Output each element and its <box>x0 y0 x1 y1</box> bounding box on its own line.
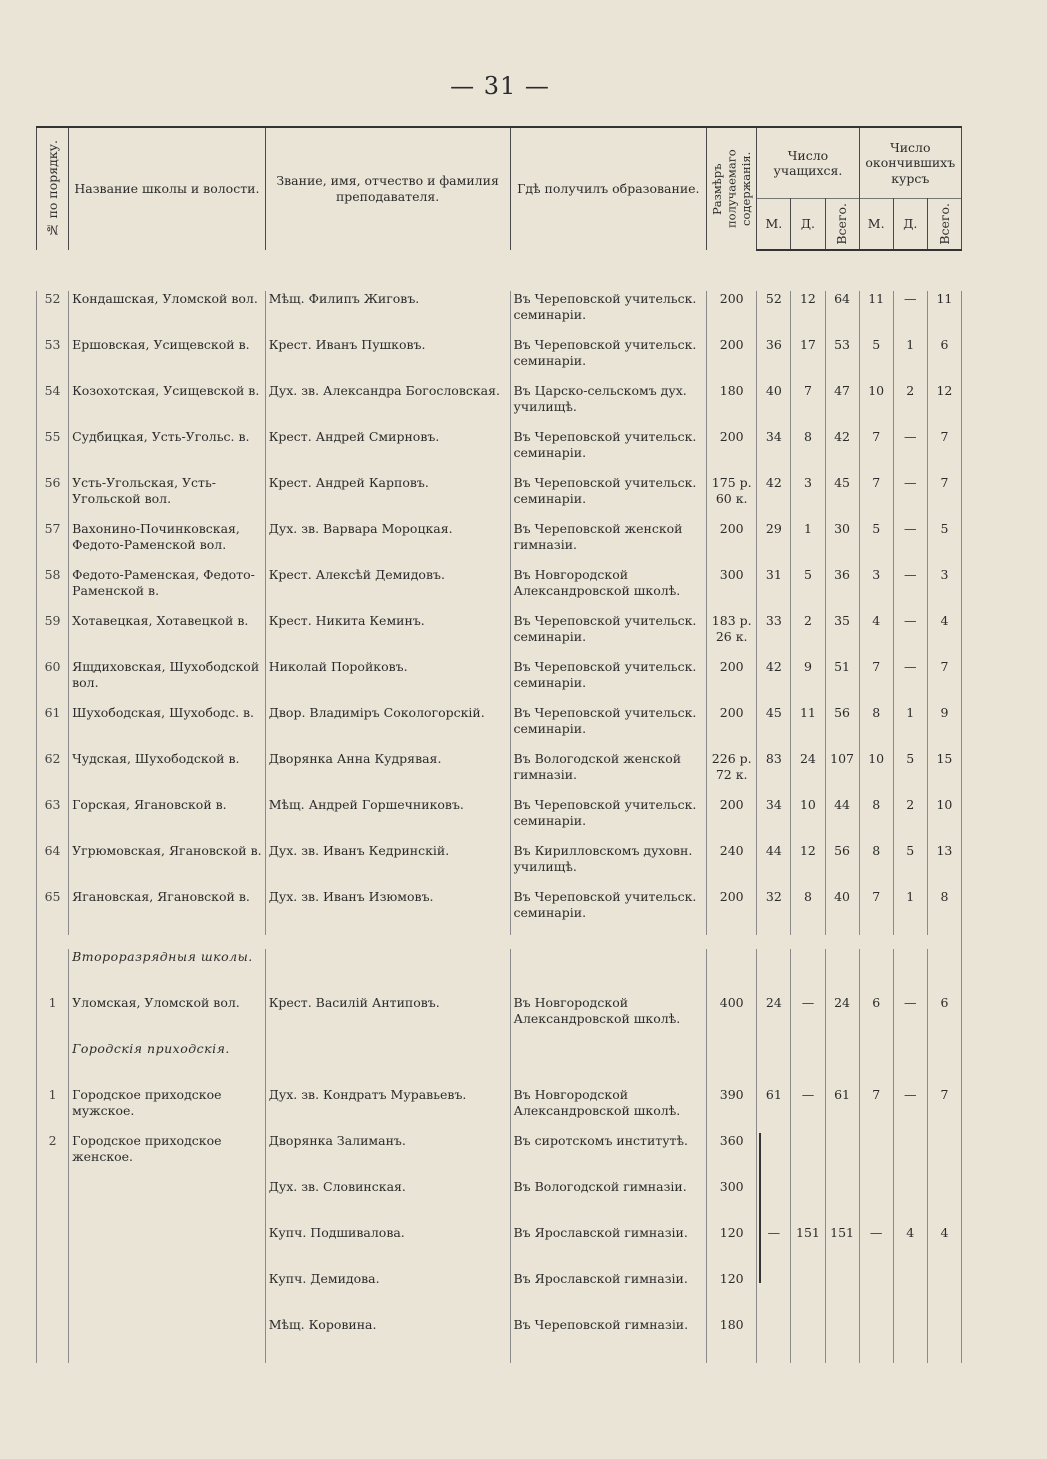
teacher-name: Дух. зв. Словинская. <box>265 1179 510 1225</box>
grad-total <box>927 1179 961 1225</box>
education: Въ Ярославской гимназіи. <box>510 1225 707 1271</box>
grad-d: 2 <box>893 383 927 429</box>
header-pupils-d: Д. <box>791 199 825 250</box>
grad-total: 7 <box>927 659 961 705</box>
pupils-total: 53 <box>825 337 859 383</box>
teacher-name: Дух. зв. Варвара Мороцкая. <box>265 521 510 567</box>
pupils-total: 30 <box>825 521 859 567</box>
education: Въ Новгородской Александровской школѣ. <box>510 995 707 1041</box>
pupils-total: 44 <box>825 797 859 843</box>
pupils-m: 42 <box>757 659 791 705</box>
row-number: 58 <box>37 567 69 613</box>
grad-m: 5 <box>859 521 893 567</box>
teacher-name: Крест. Андрей Смирновъ. <box>265 429 510 475</box>
pupils-d: — <box>791 1087 825 1133</box>
pupils-d: 12 <box>791 291 825 337</box>
school-name: Хотавецкая, Хотавецкой в. <box>69 613 266 659</box>
row-number: 64 <box>37 843 69 889</box>
row-number <box>37 1179 69 1225</box>
grad-total: 13 <box>927 843 961 889</box>
pupils-m: 34 <box>757 429 791 475</box>
pupils-m: 45 <box>757 705 791 751</box>
row-number <box>37 1271 69 1317</box>
teacher-name: Дух. зв. Иванъ Изюмовъ. <box>265 889 510 935</box>
header-grad-total: Всего. <box>927 199 961 250</box>
salary: 200 <box>707 797 757 843</box>
pupils-d: 3 <box>791 475 825 521</box>
grad-d: — <box>893 291 927 337</box>
salary: 390 <box>707 1087 757 1133</box>
pupils-m: 61 <box>757 1087 791 1133</box>
education: Въ сиротскомъ институтѣ. <box>510 1133 707 1179</box>
header-teacher: Звание, имя, отчество и фамилия преподавателя. <box>265 127 510 250</box>
school-name: Горская, Ягановской в. <box>69 797 266 843</box>
school-name: Усть-Угольская, Усть-Угольской вол. <box>69 475 266 521</box>
pupils-d: 24 <box>791 751 825 797</box>
pupils-m: — <box>757 1225 791 1271</box>
table-row <box>37 659 962 705</box>
grad-d: — <box>893 567 927 613</box>
row-number: 53 <box>37 337 69 383</box>
section-second-class <box>37 949 962 995</box>
education: Въ Новгородской Александровской школѣ. <box>510 1087 707 1133</box>
teacher-name: Крест. Василій Антиповъ. <box>265 995 510 1041</box>
header-salary: Размѣръ получаемаго содержанія. <box>707 127 757 250</box>
pupils-m: 42 <box>757 475 791 521</box>
education: Въ Череповской учительск. семинаріи. <box>510 797 707 843</box>
row-number: 54 <box>37 383 69 429</box>
education: Въ Череповской учительск. семинаріи. <box>510 613 707 659</box>
teacher-name: Николай Поройковъ. <box>265 659 510 705</box>
school-name: Вахонино-Починковская, Федото-Раменской вол. <box>69 521 266 567</box>
pupils-total: 64 <box>825 291 859 337</box>
row-number: 65 <box>37 889 69 935</box>
school-name <box>69 1179 266 1225</box>
grad-m: — <box>859 1225 893 1271</box>
school-name: Кондашская, Уломской вол. <box>69 291 266 337</box>
school-name <box>69 1317 266 1363</box>
education: Въ Череповской учительск. семинаріи. <box>510 475 707 521</box>
teacher-name: Дворянка Анна Кудрявая. <box>265 751 510 797</box>
row-number <box>37 1317 69 1363</box>
grad-total: 6 <box>927 995 961 1041</box>
table-row <box>37 521 962 567</box>
school-name: Ершовская, Усищевской в. <box>69 337 266 383</box>
pupils-d <box>791 1133 825 1179</box>
grad-total: 12 <box>927 383 961 429</box>
education: Въ Вологодской гимназіи. <box>510 1179 707 1225</box>
education: Въ Кирилловскомъ духовн. училищѣ. <box>510 843 707 889</box>
school-name <box>69 1271 266 1317</box>
pupils-d: 2 <box>791 613 825 659</box>
row-number: 60 <box>37 659 69 705</box>
grad-m: 7 <box>859 1087 893 1133</box>
pupils-total: 56 <box>825 843 859 889</box>
pupils-total: 45 <box>825 475 859 521</box>
grad-total: 8 <box>927 889 961 935</box>
table-row <box>37 1087 962 1133</box>
education: Въ Череповской учительск. семинаріи. <box>510 429 707 475</box>
grad-d: — <box>893 1087 927 1133</box>
section-title: Городскія приходскія. <box>69 1041 266 1087</box>
teacher-name: Купч. Подшивалова. <box>265 1225 510 1271</box>
pupils-total: 35 <box>825 613 859 659</box>
pupils-d: 1 <box>791 521 825 567</box>
grad-m: 7 <box>859 429 893 475</box>
pupils-m <box>757 1271 791 1317</box>
pupils-d <box>791 1179 825 1225</box>
grad-d: 5 <box>893 751 927 797</box>
education: Въ Череповской учительск. семинаріи. <box>510 705 707 751</box>
grad-m: 6 <box>859 995 893 1041</box>
pupils-total: 61 <box>825 1087 859 1133</box>
pupils-total <box>825 1317 859 1363</box>
grad-m <box>859 1317 893 1363</box>
grad-d: 4 <box>893 1225 927 1271</box>
grad-m: 8 <box>859 843 893 889</box>
row-number: 59 <box>37 613 69 659</box>
table-row <box>37 1271 962 1317</box>
pupils-d: 9 <box>791 659 825 705</box>
salary: 120 <box>707 1225 757 1271</box>
education: Въ Череповской гимназіи. <box>510 1317 707 1363</box>
table-row <box>37 613 962 659</box>
grad-total: 7 <box>927 1087 961 1133</box>
grad-total <box>927 1317 961 1363</box>
row-number: 61 <box>37 705 69 751</box>
school-name: Чудская, Шухободской в. <box>69 751 266 797</box>
header-pupils: Число учащихся. <box>757 127 859 199</box>
teacher-name: Крест. Иванъ Пушковъ. <box>265 337 510 383</box>
salary: 226 р. 72 к. <box>707 751 757 797</box>
salary: 400 <box>707 995 757 1041</box>
grad-total: 9 <box>927 705 961 751</box>
education: Въ Череповской учительск. семинаріи. <box>510 291 707 337</box>
salary: 200 <box>707 889 757 935</box>
section-title: Второразрядныя школы. <box>69 949 266 995</box>
teacher-name: Двор. Владиміръ Сокологорскій. <box>265 705 510 751</box>
row-number: 1 <box>37 995 69 1041</box>
pupils-total: 47 <box>825 383 859 429</box>
education: Въ Новгородской Александровской школѣ. <box>510 567 707 613</box>
education: Въ Череповской учительск. семинаріи. <box>510 659 707 705</box>
pupils-m: 29 <box>757 521 791 567</box>
school-name: Шухободская, Шухободс. в. <box>69 705 266 751</box>
salary: 200 <box>707 659 757 705</box>
pupils-d: 10 <box>791 797 825 843</box>
pupils-total <box>825 1179 859 1225</box>
salary: 180 <box>707 1317 757 1363</box>
grad-m <box>859 1271 893 1317</box>
salary: 300 <box>707 567 757 613</box>
table-row <box>37 995 962 1041</box>
grad-m <box>859 1133 893 1179</box>
salary: 183 р. 26 к. <box>707 613 757 659</box>
salary: 200 <box>707 521 757 567</box>
grad-d: 1 <box>893 705 927 751</box>
table-row <box>37 889 962 935</box>
table-row <box>37 705 962 751</box>
salary: 200 <box>707 291 757 337</box>
pupils-d: 8 <box>791 429 825 475</box>
pupils-total: 36 <box>825 567 859 613</box>
grad-total: 6 <box>927 337 961 383</box>
pupils-d: 7 <box>791 383 825 429</box>
grad-m: 11 <box>859 291 893 337</box>
grad-d: — <box>893 429 927 475</box>
grad-d <box>893 1317 927 1363</box>
grad-m: 7 <box>859 475 893 521</box>
salary: 360 <box>707 1133 757 1179</box>
page-number: — 31 — <box>450 72 550 100</box>
pupils-d <box>791 1317 825 1363</box>
school-name: Угрюмовская, Ягановской в. <box>69 843 266 889</box>
grad-d: 1 <box>893 337 927 383</box>
grad-d: 2 <box>893 797 927 843</box>
brace <box>759 1133 761 1283</box>
grad-total: 7 <box>927 429 961 475</box>
grad-d <box>893 1271 927 1317</box>
pupils-m: 83 <box>757 751 791 797</box>
header-school: Название школы и волости. <box>69 127 266 250</box>
teacher-name: Дух. зв. Иванъ Кедринскій. <box>265 843 510 889</box>
grad-m: 7 <box>859 659 893 705</box>
grad-m: 10 <box>859 751 893 797</box>
grad-total <box>927 1271 961 1317</box>
teacher-name: Дворянка Залиманъ. <box>265 1133 510 1179</box>
pupils-d: 5 <box>791 567 825 613</box>
pupils-d: 12 <box>791 843 825 889</box>
grad-total: 5 <box>927 521 961 567</box>
pupils-total: 107 <box>825 751 859 797</box>
grad-total: 4 <box>927 1225 961 1271</box>
row-number: 2 <box>37 1133 69 1179</box>
salary: 200 <box>707 429 757 475</box>
row-number: 56 <box>37 475 69 521</box>
pupils-d: 17 <box>791 337 825 383</box>
grad-d <box>893 1133 927 1179</box>
school-name <box>69 1225 266 1271</box>
table-row <box>37 843 962 889</box>
pupils-total: 24 <box>825 995 859 1041</box>
grad-d: — <box>893 613 927 659</box>
grad-m: 4 <box>859 613 893 659</box>
pupils-d: 11 <box>791 705 825 751</box>
grad-m: 3 <box>859 567 893 613</box>
header-education: Гдѣ получилъ образование. <box>510 127 707 250</box>
pupils-m <box>757 1179 791 1225</box>
table-row <box>37 475 962 521</box>
pupils-total <box>825 1133 859 1179</box>
salary: 175 р. 60 к. <box>707 475 757 521</box>
grad-total: 7 <box>927 475 961 521</box>
education: Въ Вологодской женской гимназіи. <box>510 751 707 797</box>
teacher-name: Купч. Демидова. <box>265 1271 510 1317</box>
row-number: 52 <box>37 291 69 337</box>
table-row <box>37 1317 962 1363</box>
table-row <box>37 429 962 475</box>
grad-m: 5 <box>859 337 893 383</box>
pupils-d: 151 <box>791 1225 825 1271</box>
row-number <box>37 1225 69 1271</box>
table-row <box>37 1133 962 1179</box>
grad-d: 5 <box>893 843 927 889</box>
table-row <box>37 751 962 797</box>
pupils-total: 151 <box>825 1225 859 1271</box>
pupils-m: 33 <box>757 613 791 659</box>
salary: 180 <box>707 383 757 429</box>
teacher-name: Дух. зв. Кондратъ Муравьевъ. <box>265 1087 510 1133</box>
grad-d: — <box>893 521 927 567</box>
grad-total: 15 <box>927 751 961 797</box>
pupils-m: 32 <box>757 889 791 935</box>
school-ledger-table <box>36 126 962 1363</box>
grad-total: 4 <box>927 613 961 659</box>
school-name: Судбицкая, Усть-Угольс. в. <box>69 429 266 475</box>
row-number: 55 <box>37 429 69 475</box>
table-row <box>37 1179 962 1225</box>
pupils-m <box>757 1317 791 1363</box>
pupils-total: 56 <box>825 705 859 751</box>
grad-m <box>859 1179 893 1225</box>
school-name: Федото-Раменская, Федото-Раменской в. <box>69 567 266 613</box>
grad-d <box>893 1179 927 1225</box>
education: Въ Ярославской гимназіи. <box>510 1271 707 1317</box>
pupils-m: 52 <box>757 291 791 337</box>
grad-total: 11 <box>927 291 961 337</box>
teacher-name: Крест. Алексѣй Демидовъ. <box>265 567 510 613</box>
header-graduates: Число окончившихъ курсъ <box>859 127 961 199</box>
pupils-total <box>825 1271 859 1317</box>
education: Въ Череповской учительск. семинаріи. <box>510 889 707 935</box>
pupils-d: — <box>791 995 825 1041</box>
grad-m: 10 <box>859 383 893 429</box>
teacher-name: Крест. Никита Кеминъ. <box>265 613 510 659</box>
table-row <box>37 797 962 843</box>
grad-m: 7 <box>859 889 893 935</box>
header-pupils-m: М. <box>757 199 791 250</box>
table-row <box>37 291 962 337</box>
grad-m: 8 <box>859 797 893 843</box>
education: Въ Череповской учительск. семинаріи. <box>510 337 707 383</box>
pupils-total: 42 <box>825 429 859 475</box>
grad-total <box>927 1133 961 1179</box>
teacher-name: Мѣщ. Коровина. <box>265 1317 510 1363</box>
grad-m: 8 <box>859 705 893 751</box>
pupils-d <box>791 1271 825 1317</box>
pupils-m: 36 <box>757 337 791 383</box>
education: Въ Череповской женской гимназіи. <box>510 521 707 567</box>
header-no: № по порядку. <box>37 127 69 250</box>
grad-d: — <box>893 995 927 1041</box>
table-row <box>37 337 962 383</box>
salary: 300 <box>707 1179 757 1225</box>
row-number: 1 <box>37 1087 69 1133</box>
salary: 200 <box>707 705 757 751</box>
pupils-m: 40 <box>757 383 791 429</box>
pupils-m <box>757 1133 791 1179</box>
teacher-name: Мѣщ. Филипъ Жиговъ. <box>265 291 510 337</box>
pupils-m: 31 <box>757 567 791 613</box>
salary: 200 <box>707 337 757 383</box>
table-row <box>37 1225 962 1271</box>
row-number: 63 <box>37 797 69 843</box>
school-name: Городское приходское женское. <box>69 1133 266 1179</box>
school-name: Козохотская, Усищевской в. <box>69 383 266 429</box>
grad-total: 3 <box>927 567 961 613</box>
school-name: Уломская, Уломской вол. <box>69 995 266 1041</box>
grad-d: — <box>893 475 927 521</box>
table-row <box>37 383 962 429</box>
grad-d: — <box>893 659 927 705</box>
school-name: Ягановская, Ягановской в. <box>69 889 266 935</box>
salary: 120 <box>707 1271 757 1317</box>
grad-d: 1 <box>893 889 927 935</box>
header-pupils-total: Всего. <box>825 199 859 250</box>
school-name: Городское приходское мужское. <box>69 1087 266 1133</box>
grad-total: 10 <box>927 797 961 843</box>
pupils-m: 24 <box>757 995 791 1041</box>
teacher-name: Мѣщ. Андрей Горшечниковъ. <box>265 797 510 843</box>
table-row <box>37 567 962 613</box>
pupils-m: 44 <box>757 843 791 889</box>
teacher-name: Дух. зв. Александра Богословская. <box>265 383 510 429</box>
pupils-total: 51 <box>825 659 859 705</box>
header-grad-m: М. <box>859 199 893 250</box>
pupils-m: 34 <box>757 797 791 843</box>
pupils-d: 8 <box>791 889 825 935</box>
row-number: 57 <box>37 521 69 567</box>
pupils-total: 40 <box>825 889 859 935</box>
header-grad-d: Д. <box>893 199 927 250</box>
education: Въ Царско-сельскомъ дух. училищѣ. <box>510 383 707 429</box>
row-number: 62 <box>37 751 69 797</box>
salary: 240 <box>707 843 757 889</box>
teacher-name: Крест. Андрей Карповъ. <box>265 475 510 521</box>
school-name: Ящдиховская, Шухободской вол. <box>69 659 266 705</box>
section-city-parish <box>37 1041 962 1087</box>
